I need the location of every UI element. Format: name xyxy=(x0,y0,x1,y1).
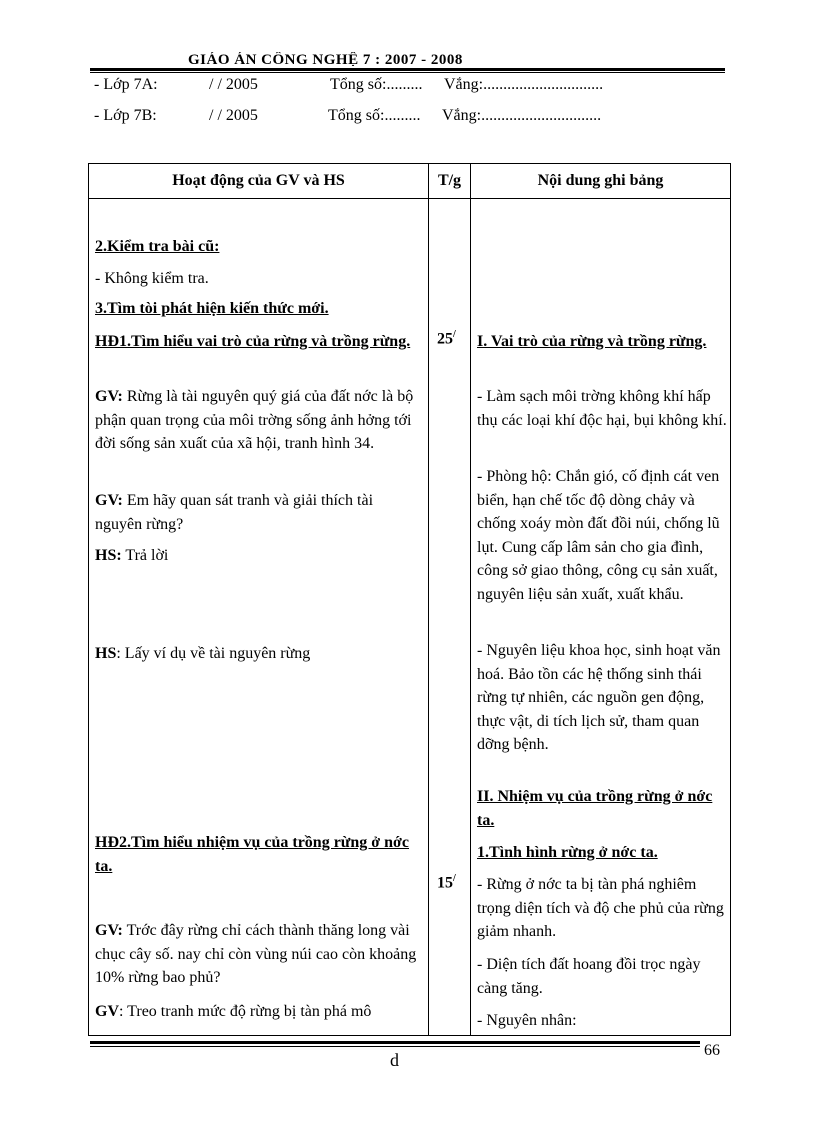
class-absent: Vắng:.............................. xyxy=(444,76,604,93)
hs-statement-2 xyxy=(95,642,421,666)
table-header-row xyxy=(89,164,731,199)
section-tim-toi: 3.Tìm tòi phát hiện kiến thức mới. xyxy=(95,300,329,317)
speaker-text: : Treo tranh mức độ rừng bị tàn phá mô xyxy=(119,1003,372,1020)
class-total: Tổng số:......... xyxy=(328,107,421,124)
speaker-text: Em hãy quan sát tranh và giải thích tài nguyên rừng? xyxy=(95,492,374,533)
header-content: Nội dung ghi bảng xyxy=(471,164,731,199)
class-name: - Lớp 7B: xyxy=(94,107,157,124)
gv-statement-4 xyxy=(95,1000,421,1024)
speaker-label: GV xyxy=(95,1003,119,1020)
speaker-label: GV: xyxy=(95,492,123,509)
hs-statement-1 xyxy=(95,544,421,568)
class-absent: Vắng:.............................. xyxy=(442,107,602,124)
tinh-hinh-item-3: - Nguyên nhân: xyxy=(477,1012,577,1029)
speaker-label: GV: xyxy=(95,388,123,405)
speaker-text: Trả lời xyxy=(121,547,169,564)
speaker-text: : Lấy ví dụ về tài nguyên rừng xyxy=(116,645,311,662)
activities-cell xyxy=(89,199,429,1036)
gv-statement-1 xyxy=(95,385,421,456)
section-kiem-tra: 2.Kiểm tra bài cũ: xyxy=(95,238,220,255)
section-hd1: HĐ1.Tìm hiểu vai trò của rừng và trồng rừng. xyxy=(95,333,411,350)
header-rule xyxy=(90,68,725,71)
speaker-label: HS xyxy=(95,645,117,662)
section-hd2: HĐ2.Tìm hiểu nhiệm vụ của trồng rừng ở nớc ta. xyxy=(95,834,410,875)
header-time: T/g xyxy=(429,164,471,199)
vai-tro-item-1: - Làm sạch môi trờng không khí hấp thụ các loại khí độc hại, bụi không khí. xyxy=(477,388,727,429)
vai-tro-item-3: - Nguyên liệu khoa học, sinh hoạt văn hoá. Bảo tồn các hệ thống sinh thái rừng tự nhiên, các nguồn gen động, thực vật, di tích lịch sử, tham quan dỡng bệnh. xyxy=(477,642,721,753)
tinh-hinh-item-1: - Rừng ở nớc ta bị tàn phá nghiêm trọng diện tích và độ che phủ của rừng giảm nhanh. xyxy=(477,876,724,940)
class-total: Tổng số:......... xyxy=(330,76,423,93)
speaker-text: Trớc đây rừng chỉ cách thành thăng long vài chục cây số. nay chỉ còn vùng núi cao còn khoảng 10% rừng bao phủ? xyxy=(95,922,417,986)
time-25: 25/ xyxy=(437,329,456,348)
speaker-text: Rừng là tài nguyên quý giá của đất nớc là bộ phận quan trọng của môi trờng sống ảnh hởng tới đời sống sản xuất của xã hội, tranh hình 34. xyxy=(95,388,414,452)
class-date: / / 2005 xyxy=(209,76,258,93)
gv-statement-2 xyxy=(95,489,421,536)
class-date: / / 2005 xyxy=(209,107,258,124)
gv-statement-3 xyxy=(95,919,421,990)
time-cell xyxy=(429,199,471,1036)
section-vai-tro: I. Vai trò của rừng và trồng rừng. xyxy=(477,333,707,350)
header-rule-thin xyxy=(90,72,725,73)
header-activities: Hoạt động của GV và HS xyxy=(89,164,429,199)
speaker-label: HS: xyxy=(95,547,122,564)
tinh-hinh-item-2: - Diện tích đất hoang đồi trọc ngày càng tăng. xyxy=(477,956,701,997)
time-15: 15/ xyxy=(437,873,456,892)
document-header-title: GIÁO ÁN CÔNG NGHỆ 7 : 2007 - 2008 xyxy=(188,52,463,66)
footer-rule xyxy=(90,1041,700,1044)
footer-letter: d xyxy=(390,1050,399,1070)
footer-rule-thin xyxy=(90,1046,700,1047)
vai-tro-item-2: - Phòng hộ: Chắn gió, cố định cát ven biển, hạn chế tốc độ dòng chảy và chống xoáy mòn đất đồi núi, chống lũ lụt. Cung cấp lâm sản cho gia đình, công sở giao thông, công cụ sản xuất, nguyên liệu sản xuất, xuất khẩu. xyxy=(477,468,720,603)
speaker-label: GV: xyxy=(95,922,123,939)
text-khong-kiem-tra: - Không kiểm tra. xyxy=(95,270,209,287)
content-cell xyxy=(471,199,731,1036)
class-name: - Lớp 7A: xyxy=(94,76,158,93)
lesson-table xyxy=(88,163,731,1036)
page-number: 66 xyxy=(704,1042,720,1059)
section-nhiem-vu: II. Nhiệm vụ của trồng rừng ở nớc ta. xyxy=(477,788,713,829)
table-body-row xyxy=(89,199,731,1036)
section-tinh-hinh: 1.Tình hình rừng ở nớc ta. xyxy=(477,844,658,861)
